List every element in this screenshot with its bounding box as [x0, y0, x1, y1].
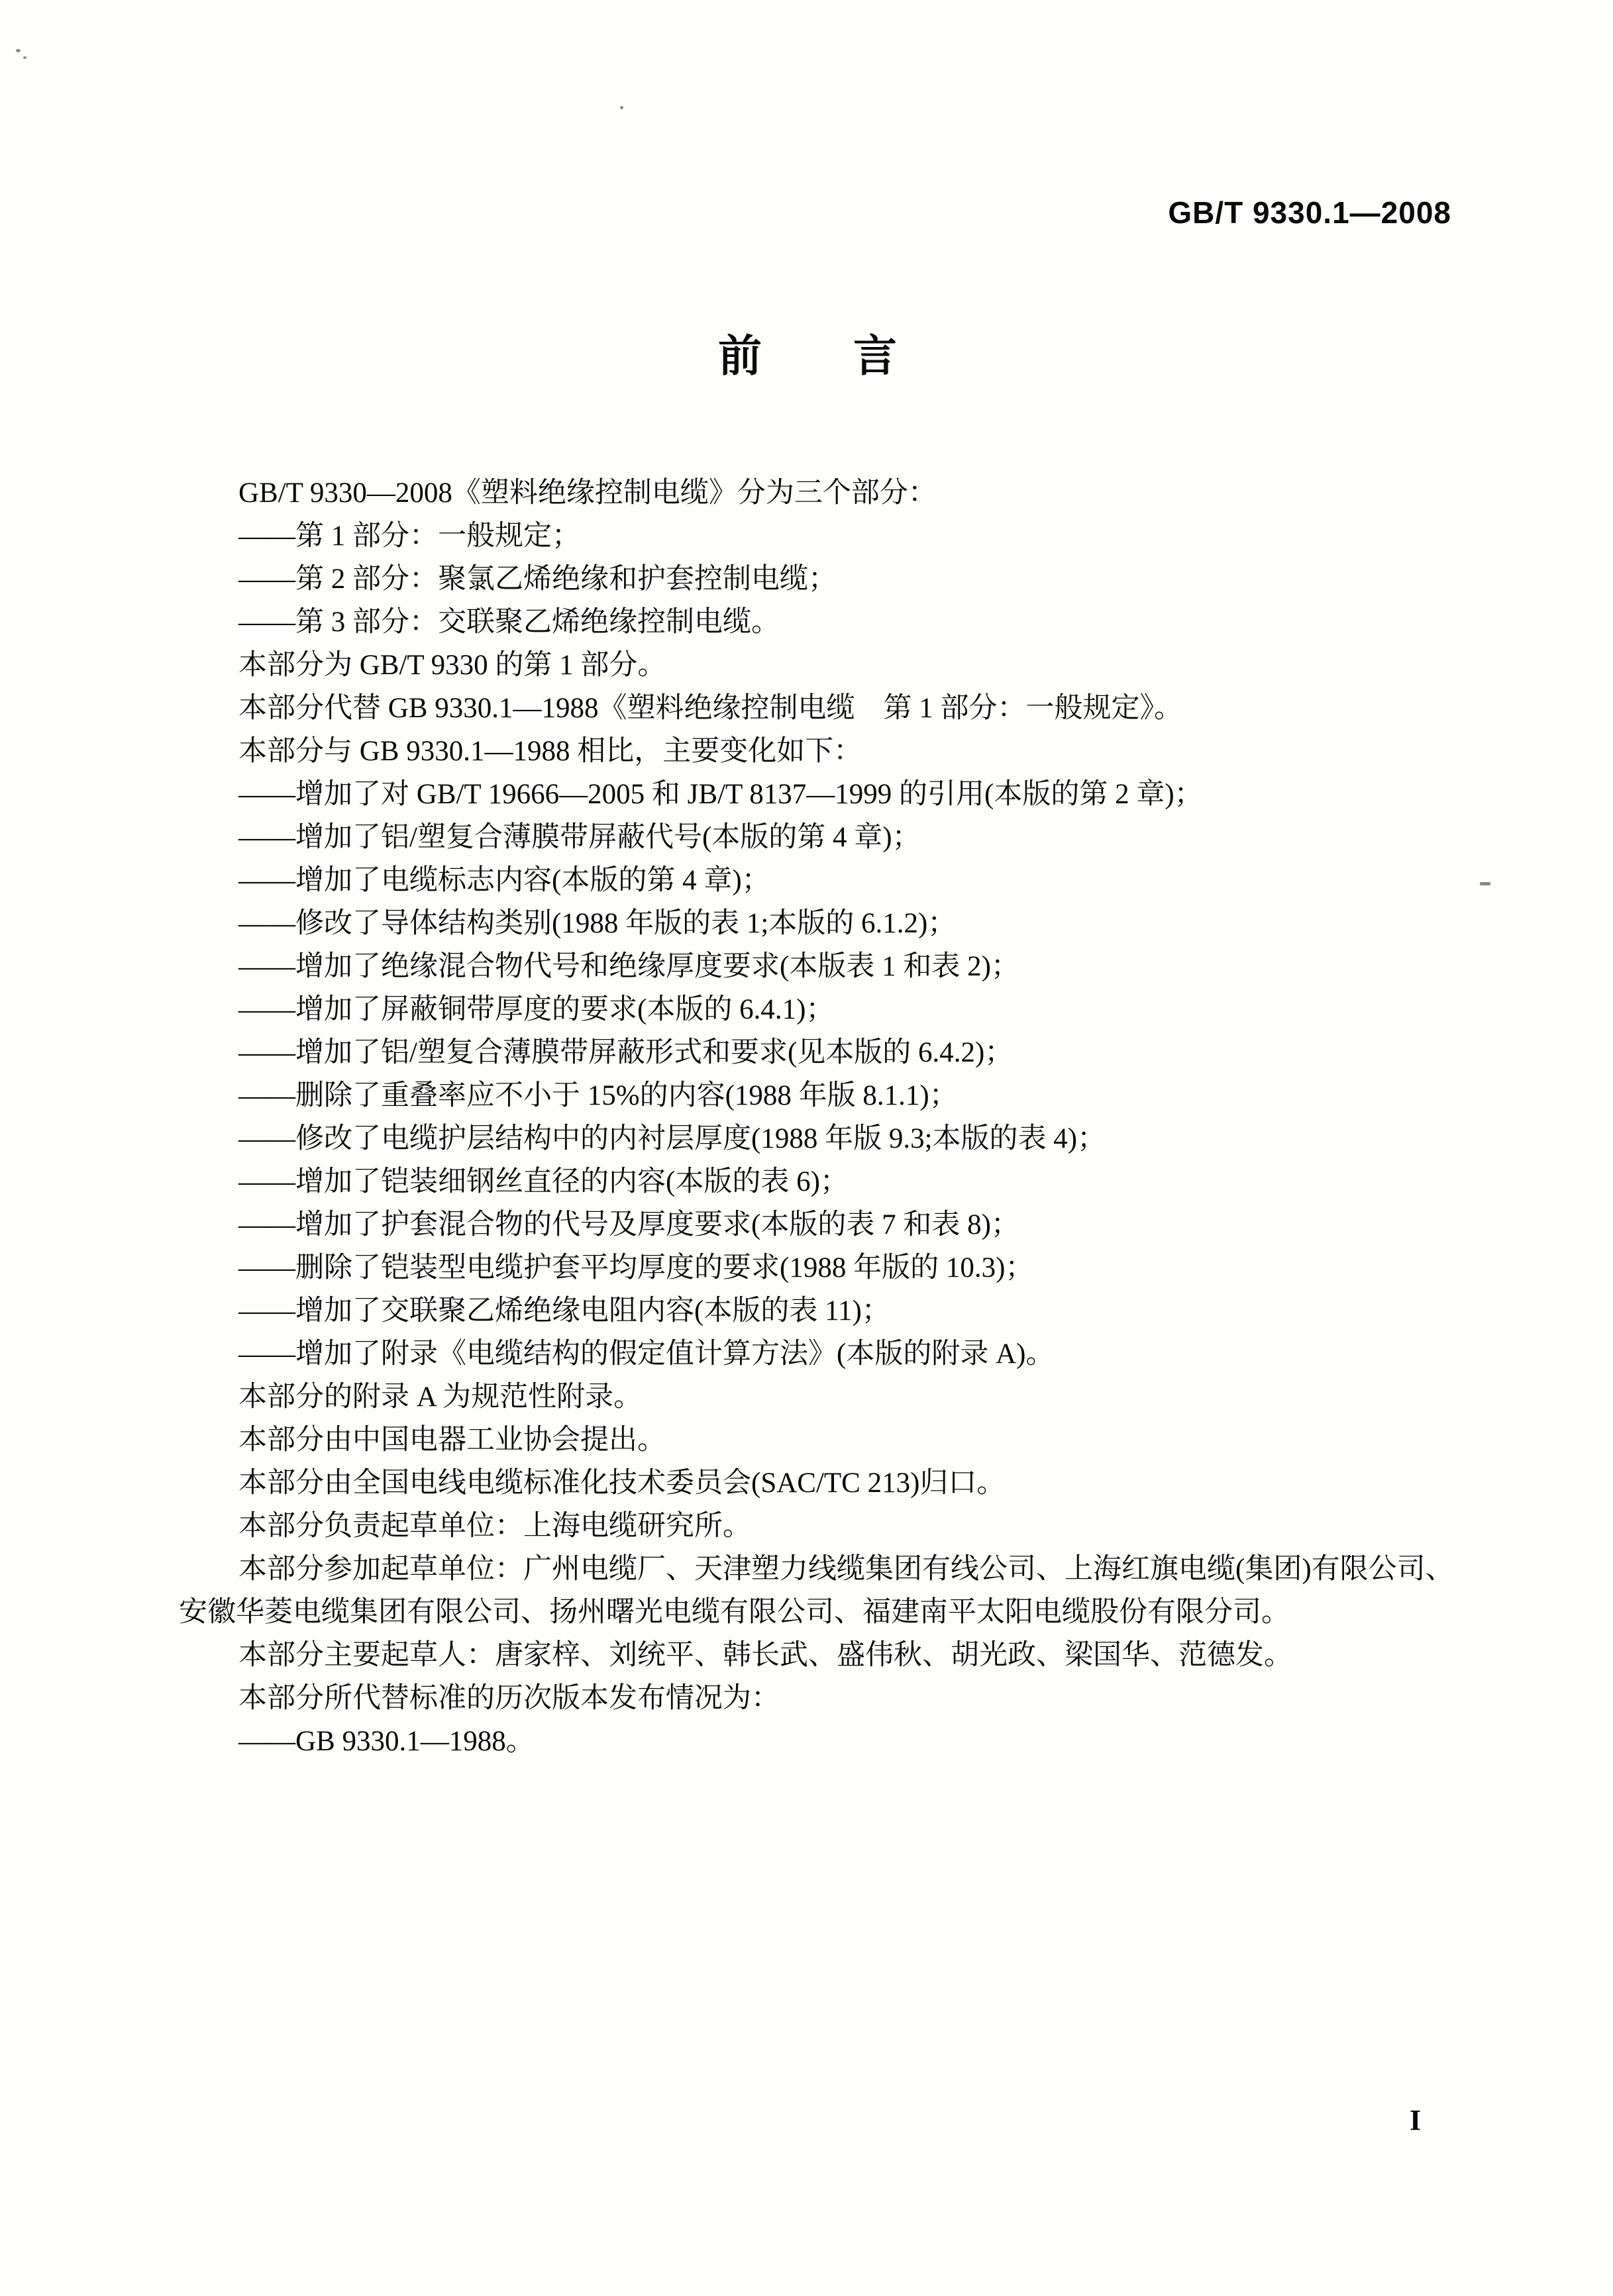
scan-artifact [16, 49, 21, 52]
body-line: ——第 1 部分：一般规定； [238, 521, 580, 552]
body-line: ——增加了附录《电缆结构的假定值计算方法》(本版的附录 A)。 [238, 1338, 1055, 1370]
body-line: ——第 3 部分：交联聚乙烯绝缘控制电缆。 [238, 607, 780, 638]
body-line: ——增加了对 GB/T 19666—2005 和 JB/T 8137—1999 的引用(本版的第 2 章)； [238, 779, 1203, 810]
body-line: 本部分由全国电线电缆标准化技术委员会(SAC/TC 213)归口。 [238, 1468, 1006, 1499]
body-line: 本部分主要起草人：唐家梓、刘统平、韩长武、盛伟秋、胡光政、梁国华、范德发。 [238, 1640, 1292, 1671]
body-line: ——增加了护套混合物的代号及厚度要求(本版的表 7 和表 8)； [238, 1209, 1019, 1240]
body-line: ——第 2 部分：聚氯乙烯绝缘和护套控制电缆； [238, 564, 837, 595]
page-number: I [1410, 2104, 1422, 2136]
body-line: 本部分与 GB 9330.1—1988 相比，主要变化如下： [238, 736, 862, 767]
body-line: ——删除了重叠率应不小于 15%的内容(1988 年版 8.1.1)； [238, 1080, 958, 1111]
body-line: 安徽华菱电缆集团有限公司、扬州曙光电缆有限公司、福建南平太阳电缆股份有限分司。 [179, 1597, 1290, 1628]
body-line: ——增加了铝/塑复合薄膜带屏蔽代号(本版的第 4 章)； [238, 822, 921, 853]
scan-artifact [1480, 882, 1490, 885]
body-line: ——增加了铝/塑复合薄膜带屏蔽形式和要求(见本版的 6.4.2)； [238, 1037, 1014, 1068]
foreword-body [179, 472, 1461, 1763]
body-line: GB/T 9330—2008《塑料绝缘控制电缆》分为三个部分： [238, 477, 937, 509]
scan-artifact [23, 56, 26, 59]
body-line: 本部分参加起草单位：广州电缆厂、天津塑力线缆集团有线公司、上海红旗电缆(集团)有限公司、 [238, 1554, 1454, 1585]
body-line: ——增加了绝缘混合物代号和绝缘厚度要求(本版表 1 和表 2)； [238, 951, 1019, 982]
body-line: 本部分代替 GB 9330.1—1988《塑料绝缘控制电缆 第 1 部分：一般规定》。 [238, 693, 1182, 724]
body-line: ——增加了屏蔽铜带厚度的要求(本版的 6.4.1)； [238, 994, 835, 1025]
body-line: ——修改了电缆护层结构中的内衬层厚度(1988 年版 9.3;本版的表 4)； [238, 1123, 1106, 1154]
body-line: 本部分由中国电器工业协会提出。 [238, 1424, 666, 1456]
body-line: 本部分负责起草单位：上海电缆研究所。 [238, 1511, 751, 1542]
page-title: 前 言 [718, 331, 898, 380]
body-line: 本部分为 GB/T 9330 的第 1 部分。 [238, 650, 666, 681]
body-line: ——增加了电缆标志内容(本版的第 4 章)； [238, 865, 770, 896]
body-line: 本部分的附录 A 为规范性附录。 [238, 1381, 643, 1413]
body-line: ——增加了铠装细钢丝直径的内容(本版的表 6)； [238, 1166, 849, 1197]
body-line: ——GB 9330.1—1988。 [238, 1726, 535, 1757]
standard-number: GB/T 9330.1—2008 [1168, 195, 1451, 230]
body-line: ——删除了铠装型电缆护套平均厚度的要求(1988 年版的 10.3)； [238, 1252, 1034, 1283]
body-line: ——增加了交联聚乙烯绝缘电阻内容(本版的表 11)； [238, 1295, 890, 1326]
body-line: ——修改了导体结构类别(1988 年版的表 1;本版的 6.1.2)； [238, 908, 957, 939]
scan-artifact [620, 106, 623, 109]
body-line: 本部分所代替标准的历次版本发布情况为： [238, 1683, 780, 1714]
